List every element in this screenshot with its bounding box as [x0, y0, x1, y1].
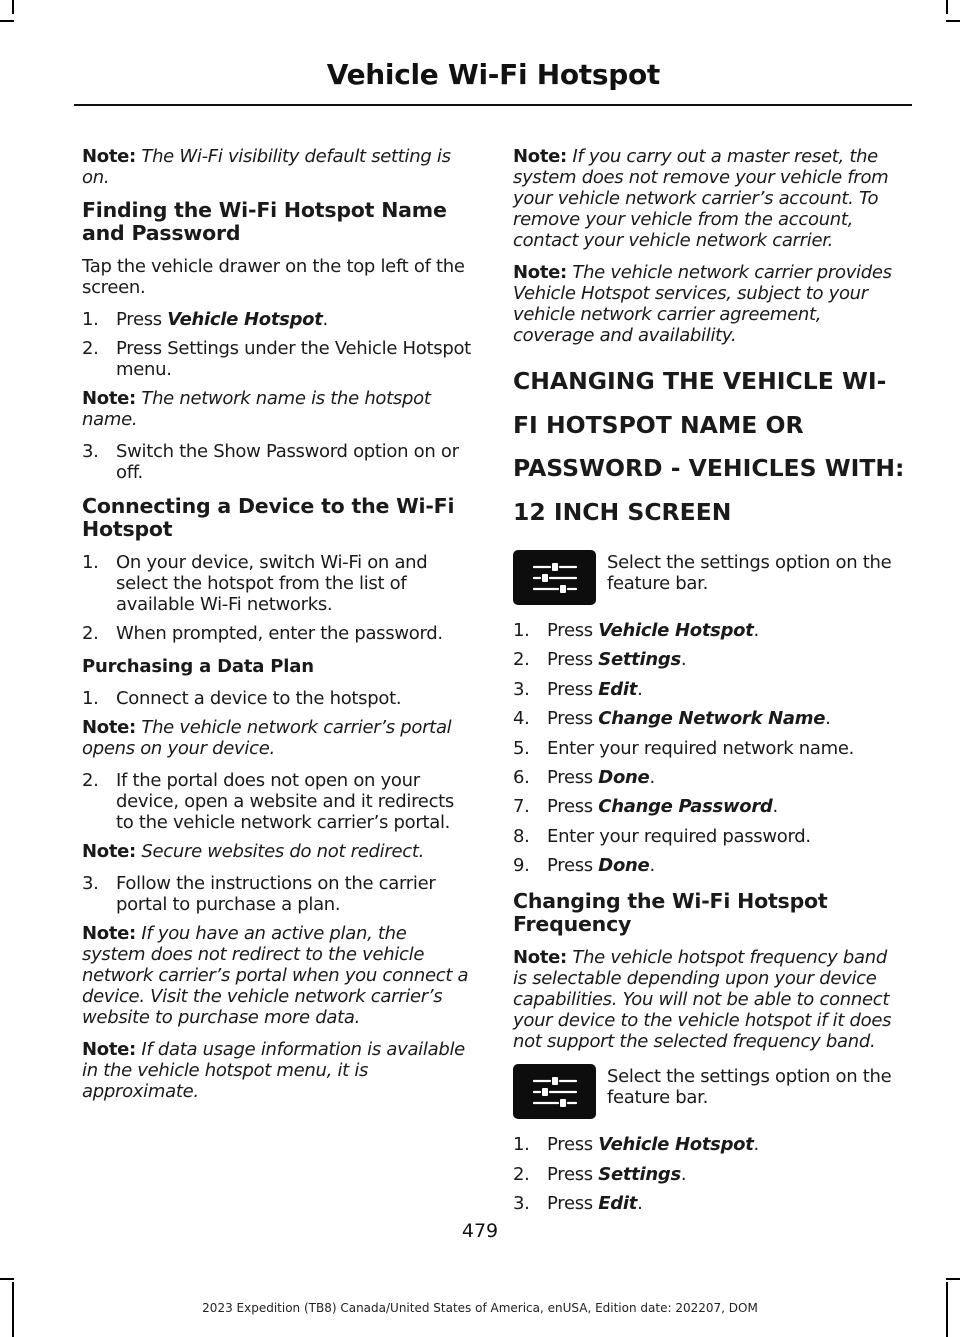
list-item [82, 688, 474, 709]
note-label: Note: [513, 262, 567, 283]
page-title: Vehicle Wi-Fi Hotspot [326, 58, 660, 91]
crop-mark [12, 0, 14, 14]
note [82, 388, 474, 430]
step-text [547, 767, 905, 788]
right-column [513, 146, 905, 1222]
step-text-emphasis: Done [598, 855, 650, 877]
subsection-heading: Purchasing a Data Plan [82, 656, 314, 677]
note-label: Note: [82, 717, 136, 738]
step-text [547, 738, 905, 759]
step-text: Follow the instructions on the carrier portal to purchase a plan. [116, 873, 436, 915]
step-text-plain: . [753, 620, 759, 641]
crop-mark [0, 1278, 14, 1280]
list-item [513, 855, 905, 876]
step-text-plain: . [649, 855, 655, 877]
step-number: 3. [82, 441, 99, 462]
step-number: 1. [82, 309, 99, 330]
note-text: The vehicle network carrier’s portal opens on your device. [82, 717, 452, 759]
step-text-emphasis: Vehicle Hotspot [598, 620, 754, 641]
step-text [547, 620, 905, 641]
step-text-plain: Press [547, 796, 599, 818]
note [82, 146, 474, 188]
paragraph: Tap the vehicle drawer on the top left of the screen. [82, 256, 465, 298]
step-number: 3. [513, 678, 530, 700]
step-text-plain: . [637, 678, 643, 700]
note [82, 923, 474, 1028]
steps-list [513, 620, 905, 876]
list-item [513, 1164, 905, 1185]
step-number: 1. [513, 620, 530, 641]
list-item [513, 796, 905, 817]
crop-mark [0, 20, 14, 22]
step-number: 1. [82, 688, 99, 709]
step-text [547, 796, 905, 817]
note-label: Note: [82, 923, 136, 944]
note-text: The vehicle hotspot frequency band is selectable depending upon your device capabilities. You will not be able to connect your device to the vehicle hotspot if it does not support the selected frequency band. [513, 947, 892, 1053]
step-number: 8. [513, 825, 530, 847]
step-text-emphasis: Vehicle Hotspot [598, 1134, 754, 1156]
step-text-emphasis: Edit [598, 678, 638, 700]
list-item [513, 679, 905, 700]
list-item [82, 338, 474, 380]
step-number: 1. [82, 552, 99, 573]
step-number: 3. [513, 1192, 530, 1214]
note-text: The network name is the hotspot name. [82, 388, 431, 430]
step-text: Press Settings under the Vehicle Hotspot menu. [116, 338, 471, 380]
list-item [513, 708, 905, 729]
step-text: On your device, switch Wi-Fi on and select the hotspot from the list of available Wi-Fi networks. [116, 552, 428, 615]
step-text-plain: Press [547, 766, 599, 788]
note [513, 947, 905, 1052]
instruction-with-icon [513, 550, 905, 605]
step-text [547, 679, 905, 700]
step-text-plain: Press [116, 309, 168, 330]
list-item [513, 767, 905, 788]
note-text: Secure websites do not redirect. [141, 841, 425, 862]
list-item [82, 873, 474, 915]
crop-mark [946, 1278, 960, 1280]
step-number: 2. [513, 1163, 530, 1185]
note-label: Note: [82, 841, 136, 862]
step-text [547, 1134, 905, 1155]
list-item [82, 623, 474, 644]
note-label: Note: [82, 1039, 136, 1060]
settings-sliders-icon [513, 1064, 596, 1119]
step-text: Switch the Show Password option on or off. [116, 441, 459, 483]
note-text: If you have an active plan, the system does not redirect to the vehicle network carrier’s portal when you connect a device. Visit the vehicle network carrier’s website to purchase more data. [82, 923, 469, 1028]
list-item [82, 441, 474, 483]
step-text-plain: Press [547, 855, 599, 877]
list-item [513, 738, 905, 759]
note [82, 841, 474, 862]
step-text-plain: Press [547, 678, 599, 700]
step-text-emphasis: Vehicle Hotspot [167, 309, 323, 330]
step-number: 2. [82, 623, 99, 644]
list-item [513, 1134, 905, 1155]
page-number: 479 [461, 1220, 499, 1242]
step-number: 2. [82, 770, 99, 791]
list-item [82, 552, 474, 615]
step-number: 7. [513, 796, 530, 818]
header-divider [74, 104, 912, 106]
chapter-heading: CHANGING THE VEHICLE WI-FI HOTSPOT NAME OR PASSWORD - VEHICLES WITH: 12 INCH SCREEN [513, 367, 905, 526]
step-text [116, 309, 474, 330]
left-column [82, 146, 474, 1113]
footer-edition-info: 2023 Expedition (TB8) Canada/United States of America, enUSA, Edition date: 202207, DOM [202, 1301, 758, 1315]
step-text-plain: Press [547, 649, 599, 671]
step-text [547, 1164, 905, 1185]
step-number: 3. [82, 873, 99, 894]
step-text-emphasis: Settings [598, 649, 681, 671]
step-text-plain: Press [547, 708, 599, 730]
note [513, 146, 905, 251]
step-text-plain: . [753, 1134, 759, 1156]
note [82, 717, 474, 759]
note [513, 262, 905, 346]
step-text: When prompted, enter the password. [116, 623, 443, 644]
settings-sliders-icon [513, 550, 596, 605]
step-number: 1. [513, 1134, 530, 1156]
step-text-emphasis: Done [598, 766, 650, 788]
instruction-text: Select the settings option on the feature bar. [607, 1066, 892, 1109]
crop-mark [946, 20, 960, 22]
step-text-plain: Enter your required network name. [547, 737, 855, 759]
step-text [547, 826, 905, 847]
step-text-plain: . [322, 309, 328, 330]
step-text [547, 855, 905, 876]
step-text: If the portal does not open on your device, open a website and it redirects to the vehicle network carrier’s portal. [116, 770, 454, 833]
step-number: 2. [82, 338, 99, 359]
step-text-plain: . [825, 708, 831, 730]
step-text-plain: . [772, 796, 778, 818]
step-text [547, 708, 905, 729]
step-text-plain: . [649, 766, 655, 788]
step-text-emphasis: Change Network Name [598, 708, 826, 730]
section-heading: Connecting a Device to the Wi-Fi Hotspot [82, 494, 455, 541]
list-item [513, 649, 905, 670]
note-label: Note: [82, 146, 136, 167]
step-text-plain: Press [547, 1192, 599, 1214]
note-label: Note: [513, 146, 567, 167]
note-text: If you carry out a master reset, the system does not remove your vehicle from your vehicle network carrier’s account. To remove your vehicle from the account, contact your vehicle network carrier. [513, 146, 889, 251]
note-label: Note: [513, 947, 567, 969]
step-text [547, 1193, 905, 1214]
instruction-text: Select the settings option on the feature bar. [607, 552, 892, 594]
step-text-emphasis: Change Password [598, 796, 773, 818]
step-text-plain: . [637, 1192, 643, 1214]
step-text-plain: . [680, 1163, 687, 1185]
note-label: Note: [82, 388, 136, 409]
steps-list [513, 1134, 905, 1214]
step-text [547, 649, 905, 670]
list-item [513, 620, 905, 641]
list-item [513, 1193, 905, 1214]
step-text: Connect a device to the hotspot. [116, 688, 402, 709]
note [82, 1039, 474, 1102]
list-item [82, 770, 474, 833]
section-heading: Changing the Wi-Fi Hotspot Frequency [513, 889, 828, 937]
step-text-plain: . [680, 649, 687, 671]
instruction-with-icon [513, 1064, 905, 1119]
step-number: 6. [513, 766, 530, 788]
step-number: 5. [513, 737, 530, 759]
step-number: 2. [513, 649, 530, 671]
list-item [82, 309, 474, 330]
list-item [513, 826, 905, 847]
crop-mark [946, 0, 948, 14]
step-text-emphasis: Settings [598, 1163, 681, 1185]
step-text-plain: Press [547, 1134, 599, 1156]
section-heading: Finding the Wi-Fi Hotspot Name and Password [82, 198, 447, 245]
note-text: The vehicle network carrier provides Vehicle Hotspot services, subject to your vehicle network carrier agreement, coverage and availability. [513, 262, 892, 346]
note-text: If data usage information is available in the vehicle hotspot menu, it is approximate. [82, 1039, 465, 1102]
step-number: 4. [513, 708, 530, 730]
note-text: The Wi-Fi visibility default setting is on. [82, 146, 451, 188]
step-text-plain: Press [547, 620, 599, 641]
step-number: 9. [513, 855, 530, 877]
step-text-plain: Press [547, 1163, 599, 1185]
step-text-emphasis: Edit [598, 1192, 638, 1214]
step-text-plain: Enter your required password. [547, 825, 811, 847]
